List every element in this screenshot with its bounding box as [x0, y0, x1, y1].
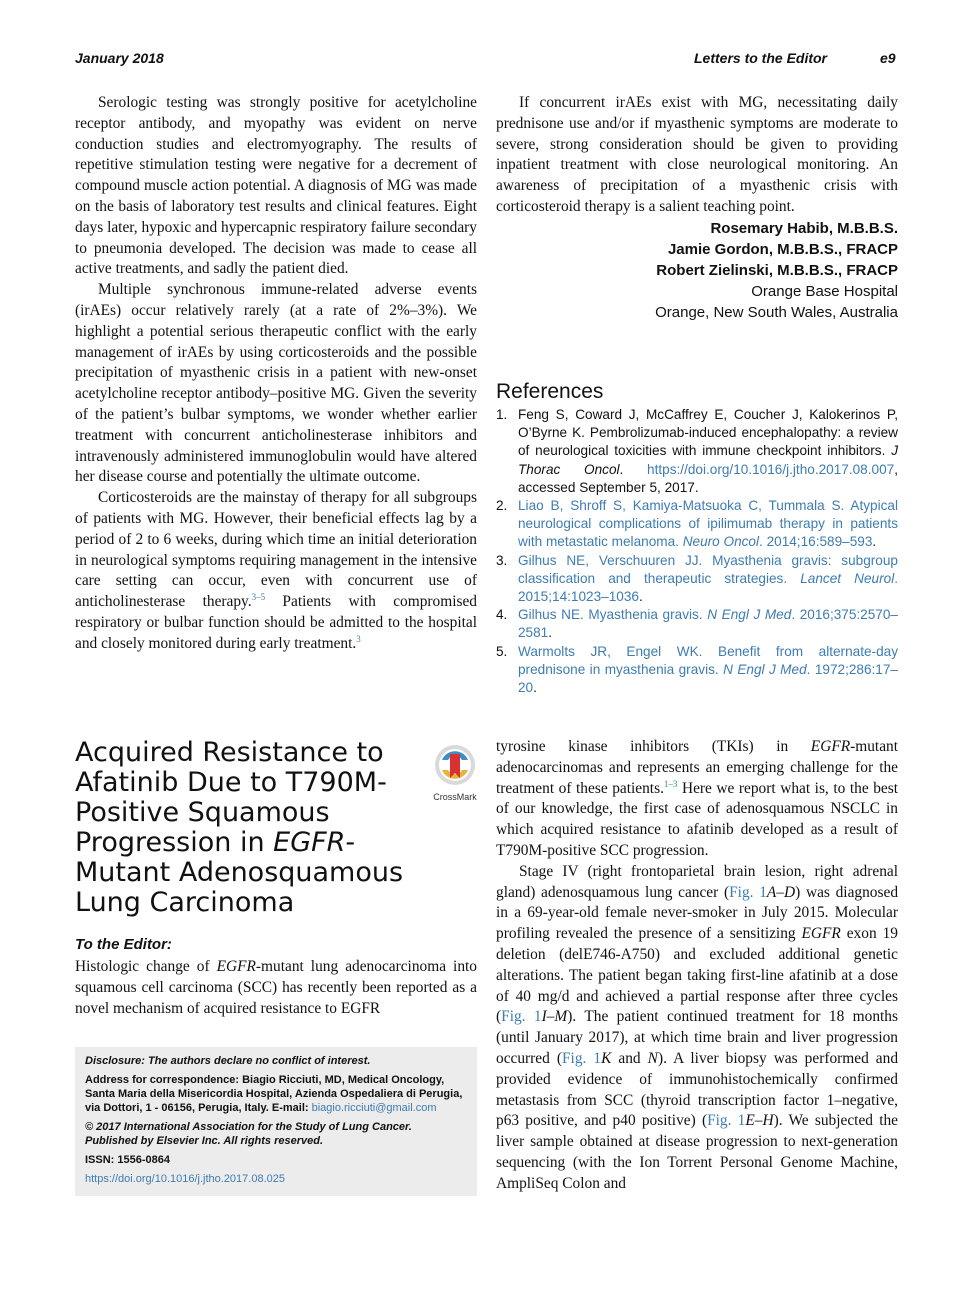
paragraph-text: ) was diagnosed in a 69-year-old female never-smoker in July 2015. Molecular profiling revealed the presence of a sensitizing [496, 883, 899, 943]
paragraph-text: -mutant adenocarcinomas and represents an emerging challenge for the treatment of these patients. [496, 738, 898, 797]
right-column-top [496, 93, 898, 323]
signature-block [496, 218, 898, 323]
reference-number: 5. [496, 643, 508, 659]
affiliation: Orange Base Hospital [751, 282, 898, 300]
citation-link[interactable]: 3 [356, 633, 361, 644]
gene-name: EGFR [216, 958, 256, 975]
reference-text: , accessed September 5, 2017. [518, 461, 898, 495]
reference-item[interactable] [496, 643, 898, 698]
disclosure-statement: Disclosure: The authors declare no conflict of interest. [85, 1055, 371, 1067]
paragraph-text: ). The patient continued treatment for 18 months (until January 2017), at which time brain and liver progression occurred ( [496, 1008, 898, 1067]
to-the-editor: To the Editor: [75, 936, 172, 953]
reference-number: 3. [496, 552, 508, 568]
author-name: Rosemary Habib, M.B.B.S. [710, 219, 898, 237]
paragraph-text: -mutant lung adenocarcinoma into squamous cell carcinoma (SCC) has recently been reported as a novel mechanism of acquired resistance to EGFR [75, 958, 477, 1017]
reference-text: . [533, 680, 537, 696]
figure-panel: N [647, 1049, 658, 1067]
paragraph-text: Histologic change of [75, 958, 217, 975]
reference-journal[interactable]: N Engl J Med [707, 607, 792, 623]
crossmark-icon [434, 744, 476, 786]
paragraph-text: ). A liver biopsy was performed and provided evidence of immunohistochemically confirmed metastasis from SCC (thyroid transcription factor 1–negative, p63 positive, and p40 positive) ( [496, 1049, 899, 1130]
paragraph-text: and [611, 1049, 648, 1067]
disclosure-box [75, 1047, 477, 1196]
reference-text: . [638, 589, 643, 605]
issn: ISSN: 1556-0864 [85, 1154, 170, 1166]
gene-name: EGFR [801, 925, 841, 943]
reference-link-text[interactable]: Gilhus NE. Myasthenia gravis. [518, 607, 708, 623]
paragraph [75, 488, 477, 654]
reference-text: Feng S, Coward J, McCaffrey E, Coucher J, Kalokerinos P, O’Byrne K. Pembrolizumab-induced encephalopathy: a review of neurological toxicities with immune checkpoint inhibitors. [518, 407, 898, 459]
reference-link-text[interactable]: . 1972;286:17–20 [518, 661, 898, 696]
paragraph-text: exon 19 deletion (delE746-A750) and excluded additional genetic alterations. The patient began taking first-line afatinib at a dose of 40 mg/d and achieved a partial response after three cycles ( [496, 925, 898, 1026]
correspondence-address: Address for correspondence: Biagio Ricciuti, MD, Medical Oncology, Santa Maria della Misericordia Hospital, Azienda Ospedaliera di Perugia, via Dottori, 1 - 06156, Perugia, Italy. E-mail: [85, 1074, 463, 1114]
paragraph [496, 737, 898, 862]
title-text: -Mutant Adenosquamous Lung Carcinoma [75, 827, 404, 918]
paragraph-text: Corticosteroids are the mainstay of therapy for all subgroups of patients with MG. However, their beneficial effects lag by a period of 2 to 6 weeks, during which time an initial deterioration in neurological symptoms requiring management in the intensive care setting can occur, even with concurrent use of anticholinesterase therapy. [75, 489, 477, 611]
doi-link[interactable]: https://doi.org/10.1016/j.jtho.2017.08.025 [85, 1173, 285, 1185]
reference-journal: J Thorac Oncol [518, 443, 898, 477]
reference-journal[interactable]: Neuro Oncol [682, 534, 760, 550]
reference-journal[interactable]: N Engl J Med [723, 661, 807, 677]
figure-link[interactable]: Fig. 1 [707, 1112, 746, 1130]
article-right-column [496, 737, 898, 1195]
reference-link-text[interactable]: Warmolts JR, Engel WK. Benefit from alternate-day prednisone in myasthenia gravis. [518, 643, 898, 677]
figure-link[interactable]: Fig. 1 [501, 1008, 542, 1026]
reference-item[interactable] [496, 497, 898, 552]
reference-link-text[interactable]: . 2015;14:1023–1036 [518, 570, 899, 605]
reference-doi-link[interactable]: https://doi.org/10.1016/j.jtho.2017.08.007 [647, 461, 895, 477]
reference-number: 2. [496, 498, 508, 514]
paragraph-text: Patients with compromised respiratory or bulbar function should be admitted to the hospital and closely monitored during early treatment. [75, 593, 477, 652]
figure-panel: K [601, 1049, 612, 1067]
reference-item[interactable] [496, 552, 898, 607]
citation-link[interactable]: 3–5 [251, 592, 266, 602]
reference-item[interactable] [496, 606, 898, 642]
figure-panel: A–D [766, 883, 796, 901]
reference-journal[interactable]: Lancet Neurol [800, 570, 895, 586]
crossmark-label: CrossMark [433, 792, 477, 802]
figure-link[interactable]: Fig. 1 [562, 1049, 602, 1067]
author-name: Jamie Gordon, M.B.B.S., FRACP [667, 240, 898, 258]
copyright-notice: © 2017 International Association for the Study of Lung Cancer. Published by Elsevier Inc. All rights reserved. [85, 1121, 412, 1147]
reference-number: 1. [496, 407, 508, 422]
paragraph-text: ). We subjected the liver sample obtained at disease progression to next-generation sequencing (with the Ion Torrent Personal Genome Machine, AmpliSeq Colon and [496, 1112, 898, 1192]
figure-panel: E–H [745, 1112, 774, 1130]
reference-link-text[interactable]: Liao B, Shroff S, Kamiya-Matsuoka C, Tummala S. Atypical neurological complications of ipilimumab therapy in patients with metastatic melanoma. [518, 498, 898, 550]
running-header-section: Letters to the Editor [694, 50, 828, 66]
reference-text: . [619, 461, 648, 477]
citation-link[interactable]: 1–3 [663, 778, 678, 789]
reference-text: . [872, 534, 877, 550]
gene-name: EGFR [810, 738, 851, 755]
crossmark-badge[interactable] [429, 744, 481, 802]
reference-number: 4. [496, 607, 508, 623]
left-column-top [75, 93, 477, 655]
paragraph-text: Stage IV (right frontoparietal brain lesion, right adrenal gland) adenosquamous lung cancer ( [496, 862, 898, 901]
article-title [75, 738, 420, 918]
paragraph [496, 862, 898, 1195]
reference-text: . [548, 625, 553, 641]
title-gene: EGFR [273, 827, 346, 858]
figure-panel: I–M [541, 1008, 568, 1026]
affiliation-location: Orange, New South Wales, Australia [655, 303, 898, 321]
references-heading: References [496, 380, 604, 403]
title-text: Acquired Resistance to Afatinib Due to T790M-Positive Squamous Progression in [75, 737, 387, 858]
paragraph-text: tyrosine kinase inhibitors (TKIs) in [496, 738, 811, 755]
reference-link-text[interactable]: . 2014;16:589–593 [759, 534, 873, 550]
references-section [496, 380, 898, 697]
article-title-block [75, 738, 420, 918]
reference-link-text[interactable]: . 2016;375:2570–2581 [518, 607, 898, 641]
reference-link-text[interactable]: Gilhus NE, Verschuuren JJ. Myasthenia gravis: subgroup classification and therapeutic strategies. [518, 552, 898, 586]
paragraph: If concurrent irAEs exist with MG, necessitating daily prednisone use and/or if myasthenic symptoms are moderate to severe, strong consideration should be given to providing inpatient treatment with close neurological monitoring. An awareness of precipitation of a myasthenic crisis with corticosteroid therapy is a salient teaching point. [496, 94, 898, 215]
page-number: e9 [880, 50, 896, 66]
paragraph: Multiple synchronous immune-related adverse events (irAEs) occur relatively rarely (at a rate of 2%–3%). We highlight a potential serious therapeutic conflict with the early management of irAEs by using corticosteroids and the possible precipitation of myasthenic crisis in a patient with new-onset acetylcholine receptor antibody–positive MG. Given the severity of the patient’s bulbar symptoms, we wonder whether earlier treatment with concurrent anticholinesterase inhibitors and intravenously administered immunoglobulin would have altered her disease course and potentially the ultimate outcome. [75, 281, 477, 486]
author-name: Robert Zielinski, M.B.B.S., FRACP [656, 261, 898, 279]
figure-link[interactable]: Fig. 1 [729, 883, 767, 901]
paragraph: Serologic testing was strongly positive for acetylcholine receptor antibody, and myopathy was evident on nerve conduction studies and electromyography. The results of repetitive stimulation testing were negative for a decrement of compound muscle action potential. A diagnosis of MG was made on the basis of laboratory test results and clinical features. Eight days later, hypoxic and hypercapnic respiratory failure secondary to pneumonia developed. The decision was made to cease all active treatments, and sadly the patient died. [75, 94, 477, 278]
email-link[interactable]: biagio.ricciuti@gmail.com [311, 1102, 437, 1114]
reference-item [496, 406, 898, 497]
paragraph [75, 957, 477, 1019]
running-header-date: January 2018 [75, 50, 164, 66]
paragraph-text: Here we report what is, to the best of our knowledge, the first case of adenosquamous NSCLC in which acquired resistance to afatinib developed as a result of T790M-positive SCC progression. [496, 779, 898, 859]
article-left-intro [75, 935, 477, 1019]
